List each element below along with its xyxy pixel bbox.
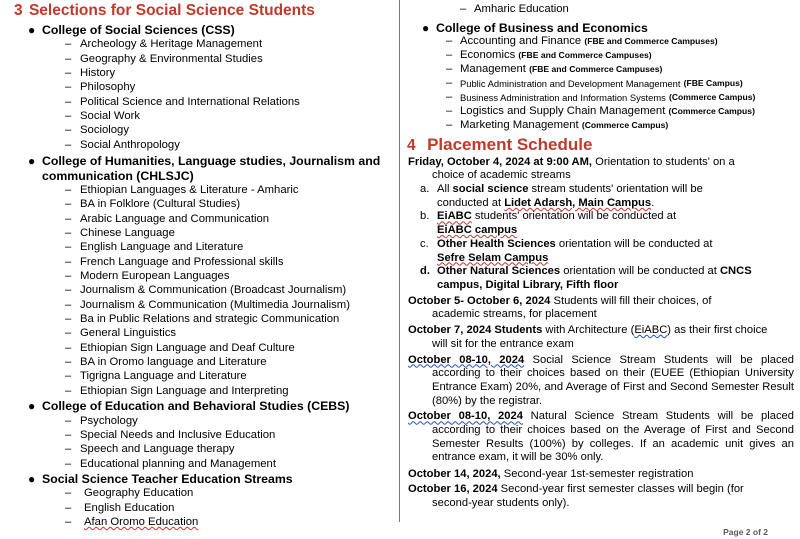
page-number: Page 2 of 2	[723, 527, 768, 537]
list-item: – Tigrigna Language and Literature	[65, 370, 247, 383]
bullet-icon: ●	[28, 399, 36, 414]
section-heading-4: 4 Placement Schedule	[407, 134, 593, 154]
schedule-oct-16: October 16, 2024 Second-year first semester classes will begin (for second-year students only).	[408, 482, 744, 509]
list-item: – French Language and Professional skills	[65, 255, 284, 268]
list-item: – Philosophy	[65, 81, 136, 94]
schedule-oct-14: October 14, 2024, Second-year 1st-semester registration	[408, 468, 694, 481]
list-item: – Logistics and Supply Chain Management (Commerce Campus)	[446, 104, 755, 117]
orientation-b: b. EiABC students' orientation will be conducted at EiABC campus	[420, 210, 677, 237]
list-item: – General Linguistics	[65, 327, 177, 340]
list-item: – English Language and Literature	[65, 241, 244, 254]
right-column	[408, 0, 796, 510]
schedule-oct-5-6: October 5- October 6, 2024 Students will fill their choices, of academic streams, for placement	[408, 294, 712, 321]
left-column	[14, 0, 388, 529]
list-item: – Psychology	[65, 414, 138, 427]
list-item: – Archeology & Heritage Management	[65, 38, 263, 51]
program-list-business	[408, 35, 796, 132]
list-item: – Social Anthropology	[65, 138, 180, 151]
list-item: – Afan Oromo Education	[65, 516, 199, 528]
bullet-icon: ●	[28, 23, 36, 37]
college-cebs: ● College of Education and Behavioral Studies (CEBS)	[28, 399, 350, 414]
list-item: – Political Science and International Relations	[65, 95, 300, 108]
list-item: – Public Administration and Development Management (FBE Campus)	[446, 77, 743, 90]
list-item: – Economics (FBE and Commerce Campuses)	[446, 49, 652, 62]
program-list-chlsjc	[28, 183, 388, 398]
bullet-icon: ●	[422, 20, 430, 35]
program-list-css	[28, 37, 388, 152]
list-item: – Speech and Language therapy	[65, 443, 235, 456]
orientation-d: d. Other Natural Sciences orientation will be conducted at CNCS campus, Digital Library, Fifth floor	[420, 265, 752, 291]
list-item: – Chinese Language	[65, 227, 175, 239]
list-item: – Modern European Languages	[65, 270, 230, 283]
list-item: – Social Work	[65, 110, 141, 123]
orientation-c: c. Other Health Sciences orientation will be conducted at Sefre Selam Campus	[420, 237, 713, 264]
college-css: ● College of Social Sciences (CSS)	[28, 23, 235, 37]
college-business-economics: ● College of Business and Economics	[422, 20, 648, 35]
schedule-oct-8-10-natural: October 08-10, 2024 Natural Science Stream Students will be placed according to their choices based on the Average of First and Second Semester Results (100%) by colleges. If an academic unit gives an entrance exam, it will be 30% only.	[408, 410, 794, 464]
list-item: – Journalism & Communication (Broadcast Journalism)	[65, 284, 347, 297]
list-item: – English Education	[65, 501, 175, 514]
list-item: – Special Needs and Inclusive Education	[65, 428, 276, 441]
list-item: – Accounting and Finance (FBE and Commerce Campuses)	[446, 35, 718, 48]
college-teacher-education: ● Social Science Teacher Education Streams	[28, 471, 293, 486]
column-divider	[399, 0, 400, 522]
list-item: – Ethiopian Sign Language and Deaf Culture	[65, 341, 295, 354]
list-item: – Business Administration and Information Systems (Commerce Campus)	[446, 90, 756, 103]
program-list-cebs	[28, 414, 388, 471]
list-item: – Marketing Management (Commerce Campus)	[446, 118, 669, 131]
program-list-teacher-education	[28, 486, 388, 529]
list-item: – Ethiopian Languages & Literature - Amharic	[65, 183, 299, 196]
list-item: – Educational planning and Management	[65, 457, 276, 470]
schedule-oct-4: Friday, October 4, 2024 at 9:00 AM, Orientation to students' on a choice of academic streams	[408, 155, 735, 182]
list-item: – Arabic Language and Communication	[65, 212, 270, 225]
list-item: – Management (FBE and Commerce Campuses)	[446, 63, 663, 76]
bullet-icon: ●	[28, 471, 36, 486]
schedule-oct-8-10-social: October 08-10, 2024 Social Science Stream Students will be placed according to their choices based on their (EUEE (Ethiopian University Entrance Exam) 20%, and Average of First and Second Semester Result (80%) by the registrar.	[408, 353, 794, 407]
schedule-oct-7: October 7, 2024 Students with Architecture (EiABC) as their first choice will sit for the entrance exam	[408, 324, 768, 350]
list-item: – Amharic Education	[460, 3, 569, 15]
list-item: – History	[65, 67, 116, 80]
list-item: – Journalism & Communication (Multimedia Journalism)	[65, 298, 350, 311]
list-item: – Geography Education	[65, 487, 194, 500]
list-item: – BA in Folklore (Cultural Studies)	[65, 198, 241, 211]
orientation-a: a. All social science stream students' orientation will be conducted at Lidet Adarsh, Main Campus.	[420, 183, 703, 209]
bullet-icon: ●	[28, 154, 36, 169]
list-item: – Geography & Environmental Studies	[65, 52, 263, 65]
list-item: – Ba in Public Relations and strategic Communication	[65, 313, 340, 326]
list-item: – Ethiopian Sign Language and Interpreting	[65, 384, 289, 397]
section-heading-3: 3 Selections for Social Science Students	[14, 2, 315, 19]
college-chlsjc: ● College of Humanities, Language studies, Journalism and communication (CHLSJC)	[28, 154, 381, 183]
list-item: – BA in Oromo language and Literature	[65, 356, 267, 369]
list-item: – Sociology	[65, 124, 129, 137]
